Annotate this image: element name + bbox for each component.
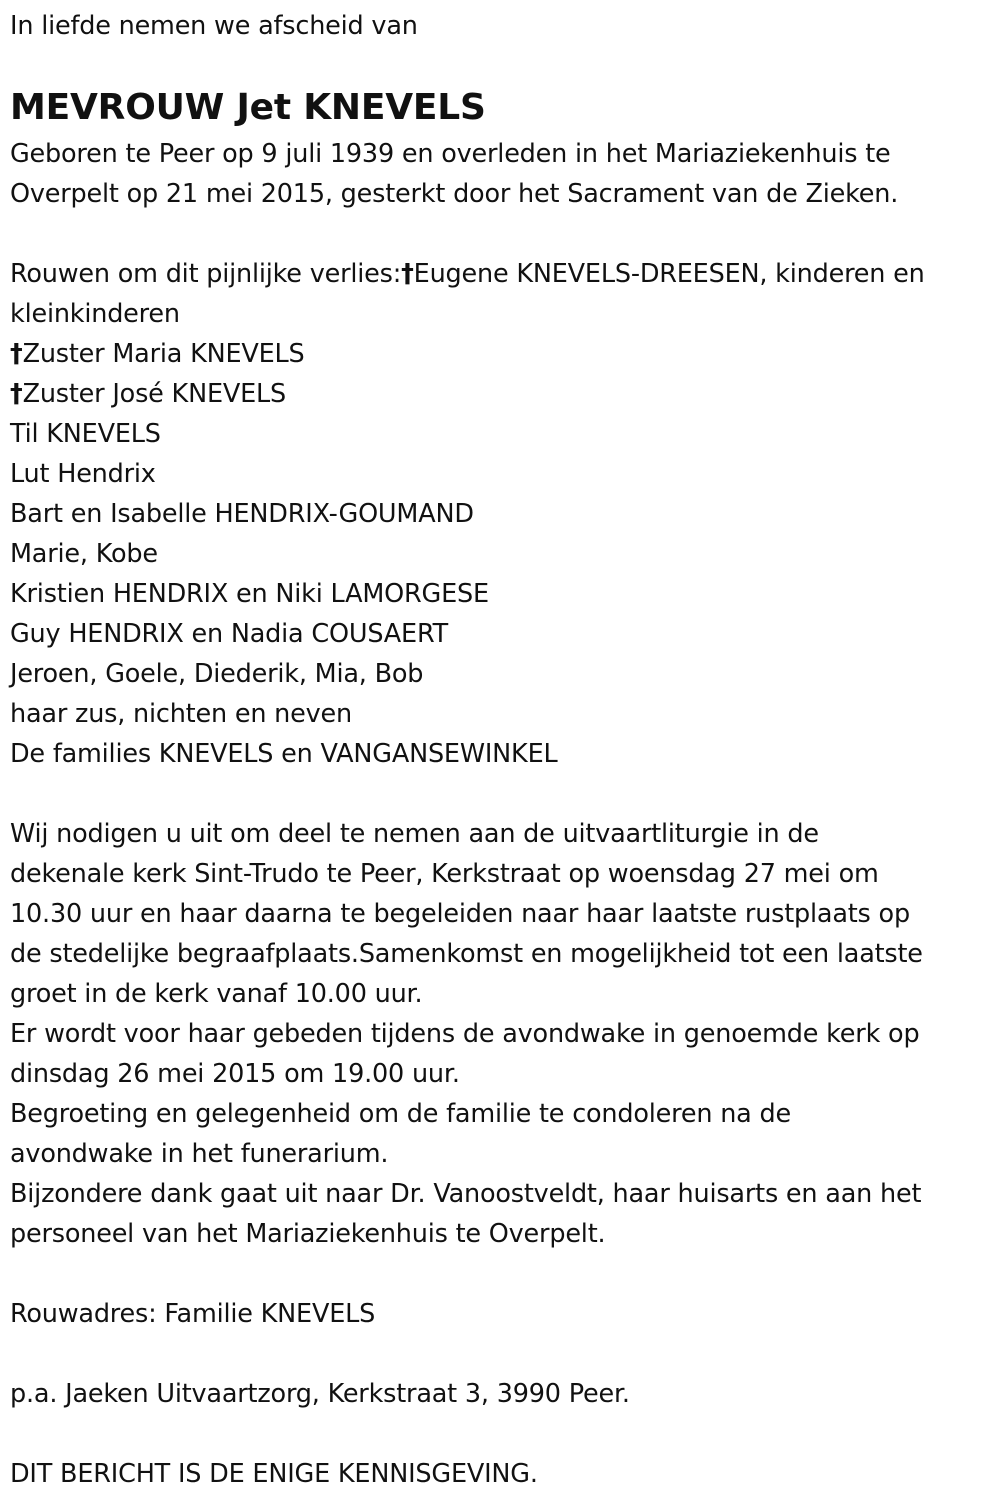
mourner-item: Til KNEVELS [10,419,161,449]
mourner-item: Jeroen, Goele, Diederik, Mia, Bob [10,659,424,689]
service-line: dekenale kerk Sint-Trudo te Peer, Kerkstraat op woensdag 27 mei om [10,859,879,889]
address-text: p.a. Jaeken Uitvaartzorg, Kerkstraat 3, 3990 Peer. [10,1379,630,1409]
mourner-item: De families KNEVELS en VANGANSEWINKEL [10,739,558,769]
service-line: groet in de kerk vanaf 10.00 uur. [10,979,423,1009]
deceased-name: MEVROUW Jet KNEVELS [10,87,486,128]
cross-icon: † [10,339,23,369]
notice-text: DIT BERICHT IS DE ENIGE KENNISGEVING. [10,1459,538,1489]
cross-icon: † [10,379,23,409]
service-line: Wij nodigen u uit om deel te nemen aan de uitvaartliturgie in de [10,819,819,849]
service-line: 10.30 uur en haar daarna te begeleiden naar haar laatste rustplaats op [10,899,910,929]
birth-line-2: Overpelt op 21 mei 2015, gesterkt door het Sacrament van de Zieken. [10,179,899,209]
service-line: avondwake in het funerarium. [10,1139,389,1169]
service-line: Begroeting en gelegenheid om de familie te condoleren na de [10,1099,791,1129]
spacer [10,1414,985,1454]
service-line: dinsdag 26 mei 2015 om 19.00 uur. [10,1059,460,1089]
intro-text: In liefde nemen we afscheid van [10,11,418,41]
birth-line-1: Geboren te Peer op 9 juli 1939 en overleden in het Mariaziekenhuis te [10,139,891,169]
mourner-item: Bart en Isabelle HENDRIX-GOUMAND [10,499,474,529]
service-line: Er wordt voor haar gebeden tijdens de avondwake in genoemde kerk op [10,1019,920,1049]
mourners-prefix: Rouwen om dit pijnlijke verlies: [10,259,402,289]
spacer [10,1334,985,1374]
address-label: Rouwadres: Familie KNEVELS [10,1299,376,1329]
spacer [10,214,985,254]
obituary-notice [10,6,985,1494]
spacer [10,774,985,814]
mourner-name: Zuster José KNEVELS [22,379,287,409]
mourner-eugene: Eugene KNEVELS-DREESEN, kinderen en [413,259,925,289]
mourners-continuation: kleinkinderen [10,299,180,329]
spacer [10,1254,985,1294]
mourner-cross-1 [10,334,985,374]
cross-icon: † [401,259,414,289]
mourner-item: haar zus, nichten en neven [10,699,352,729]
mourner-cross-2 [10,374,985,414]
mourner-item: Guy HENDRIX en Nadia COUSAERT [10,619,448,649]
service-line: personeel van het Mariaziekenhuis te Overpelt. [10,1219,606,1249]
mourner-name: Zuster Maria KNEVELS [22,339,305,369]
service-line: Bijzondere dank gaat uit naar Dr. Vanoostveldt, haar huisarts en aan het [10,1179,922,1209]
service-line: de stedelijke begraafplaats.Samenkomst en mogelijkheid tot een laatste [10,939,923,969]
mourners-first-line [10,254,985,294]
mourner-item: Kristien HENDRIX en Niki LAMORGESE [10,579,489,609]
mourner-item: Lut Hendrix [10,459,156,489]
mourner-item: Marie, Kobe [10,539,158,569]
